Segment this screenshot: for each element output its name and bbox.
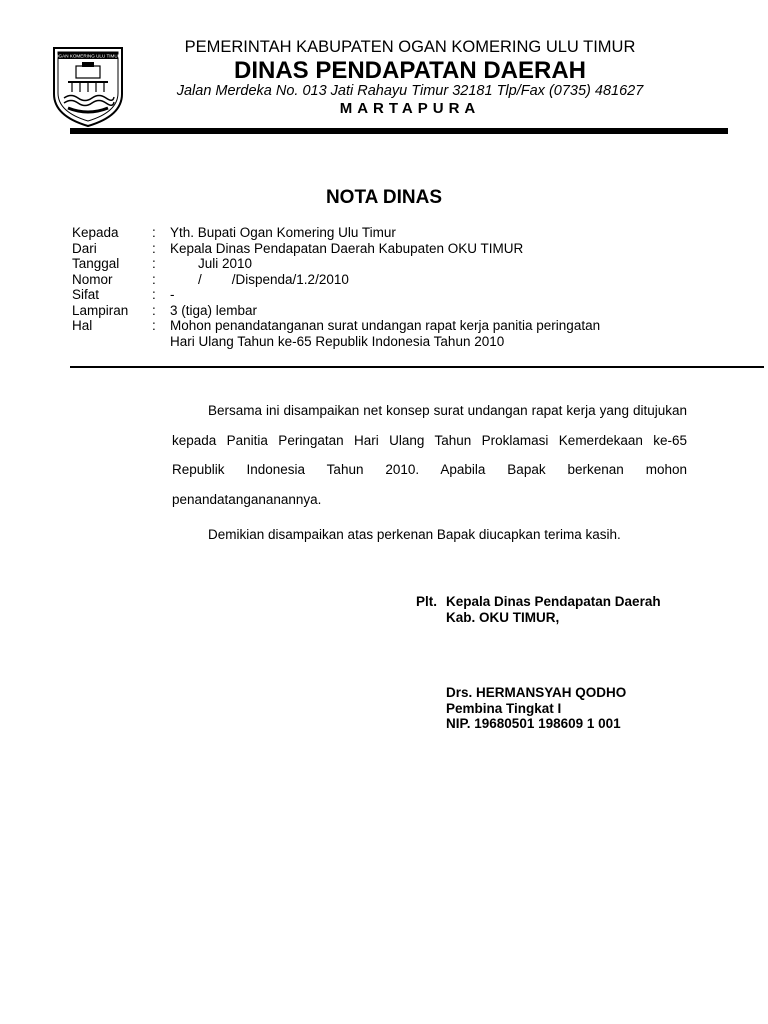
memo-metadata xyxy=(72,225,712,349)
meta-value-kepada: Yth. Bupati Ogan Komering Ulu Timur xyxy=(170,225,396,240)
meta-value-lampiran: 3 (tiga) lembar xyxy=(170,302,258,318)
body-paragraph-1: Bersama ini disampaikan net konsep surat undangan rapat kerja yang ditujukan kepada Panitia Peringatan Hari Ulang Tahun Proklamasi Kemerdekaan ke-65 Republik Indonesia Tahun 2010. Apabila Bapak berkenan mohon penandatangananannya. xyxy=(172,403,687,507)
meta-separator: : xyxy=(152,240,156,256)
letterhead-divider xyxy=(70,128,728,134)
meta-value-sifat: - xyxy=(170,287,175,302)
meta-label-sifat: Sifat xyxy=(72,287,100,302)
document-title: NOTA DINAS xyxy=(325,187,443,208)
meta-row-nomor xyxy=(72,272,712,288)
signature-prefix: Plt. xyxy=(416,594,438,609)
letterhead-government: PEMERINTAH KABUPATEN OGAN KOMERING ULU TIMUR xyxy=(184,38,636,56)
signature-position xyxy=(416,594,661,625)
meta-label-dari: Dari xyxy=(72,240,97,256)
signature-position-line2: Kab. OKU TIMUR, xyxy=(446,609,560,625)
meta-label-tanggal: Tanggal xyxy=(72,256,120,271)
meta-row-kepada xyxy=(72,225,712,241)
meta-row-dari xyxy=(72,241,712,257)
meta-value-hal: Mohon penandatanganan surat undangan rapat kerja panitia peringatan Hari Ulang Tahun ke-65 Republik Indonesia Tahun 2010 xyxy=(170,318,601,349)
meta-separator: : xyxy=(152,287,156,302)
signature-rank: Pembina Tingkat I xyxy=(446,700,562,716)
meta-row-hal xyxy=(72,318,712,349)
signature-nip: NIP. 19680501 198609 1 001 xyxy=(446,716,621,731)
crest-ring-text: OGAN KOMERING ULU TIMUR xyxy=(54,53,122,59)
body-paragraph-2: Demikian disampaikan atas perkenan Bapak diucapkan terima kasih. xyxy=(208,527,621,542)
meta-row-lampiran xyxy=(72,303,712,319)
meta-label-nomor: Nomor xyxy=(72,271,113,287)
meta-value-nomor: / /Dispenda/1.2/2010 xyxy=(198,271,349,287)
meta-separator: : xyxy=(152,225,156,240)
letterhead-address: Jalan Merdeka No. 013 Jati Rahayu Timur 32181 Tlp/Fax (0735) 481627 xyxy=(176,83,644,99)
meta-label-hal: Hal xyxy=(72,318,93,333)
meta-row-sifat xyxy=(72,287,712,303)
meta-separator: : xyxy=(152,302,156,318)
oku-timur-crest-icon xyxy=(48,42,128,128)
letterhead-city: MARTAPURA xyxy=(339,100,481,117)
signature-identity xyxy=(446,685,626,732)
meta-separator: : xyxy=(152,318,156,333)
signature-name: Drs. HERMANSYAH QODHO xyxy=(446,685,627,700)
memo-body xyxy=(172,396,687,542)
meta-label-lampiran: Lampiran xyxy=(72,302,129,318)
meta-separator: : xyxy=(152,271,156,287)
letterhead-agency: DINAS PENDAPATAN DAERAH xyxy=(233,57,586,84)
metadata-divider xyxy=(70,366,764,368)
signature-position-line1: Kepala Dinas Pendapatan Daerah xyxy=(446,594,661,609)
meta-value-dari: Kepala Dinas Pendapatan Daerah Kabupaten OKU TIMUR xyxy=(170,240,524,256)
meta-row-tanggal xyxy=(72,256,712,272)
meta-label-kepada: Kepada xyxy=(72,225,119,240)
meta-separator: : xyxy=(152,256,156,271)
meta-value-tanggal: Juli 2010 xyxy=(198,256,253,271)
